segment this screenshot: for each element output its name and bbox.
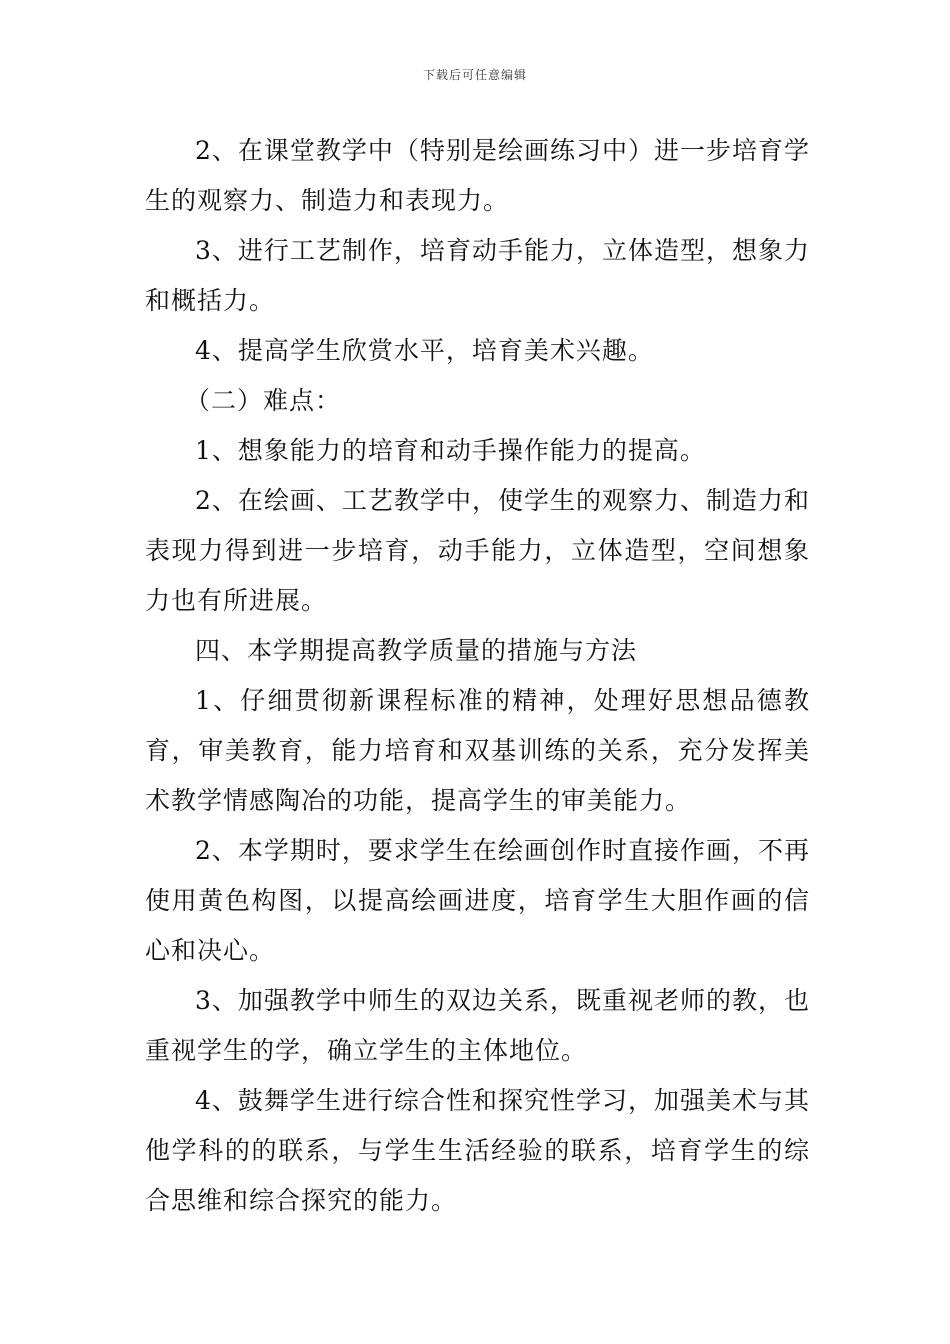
paragraph-measure-4: 4、鼓舞学生进行综合性和探究性学习，加强美术与其他学科的的联系，与学生生活经验的联系，培育学生的综合思维和综合探究的能力。 <box>145 1086 810 1215</box>
section-heading-difficulties: （二）难点： <box>185 386 342 415</box>
paragraph-goal-3: 3、进行工艺制作，培育动手能力，立体造型，想象力和概括力。 <box>145 236 810 315</box>
paragraph-measure-1: 1、仔细贯彻新课程标准的精神，处理好思想品德教育，审美教育，能力培育和双基训练的关系，充分发挥美术教学情感陶冶的功能，提高学生的审美能力。 <box>145 686 810 815</box>
document-body <box>145 126 810 1226</box>
paragraph-measure-2: 2、本学期时，要求学生在绘画创作时直接作画，不再使用黄色构图，以提高绘画进度，培育学生大胆作画的信心和决心。 <box>145 836 810 965</box>
paragraph-goal-2: 2、在课堂教学中（特别是绘画练习中）进一步培育学生的观察力、制造力和表现力。 <box>145 136 810 215</box>
paragraph-goal-4: 4、提高学生欣赏水平，培育美术兴趣。 <box>195 336 654 365</box>
paragraph-difficulty-1: 1、想象能力的培育和动手操作能力的提高。 <box>195 436 706 465</box>
paragraph-difficulty-2: 2、在绘画、工艺教学中，使学生的观察力、制造力和表现力得到进一步培育，动手能力，立体造型，空间想象力也有所进展。 <box>145 486 810 615</box>
paragraph-measure-3: 3、加强教学中师生的双边关系，既重视老师的教，也重视学生的学，确立学生的主体地位。 <box>145 986 810 1065</box>
section-heading-measures: 四、本学期提高教学质量的措施与方法 <box>195 636 638 665</box>
page-header-note: 下载后可任意编辑 <box>422 68 527 82</box>
